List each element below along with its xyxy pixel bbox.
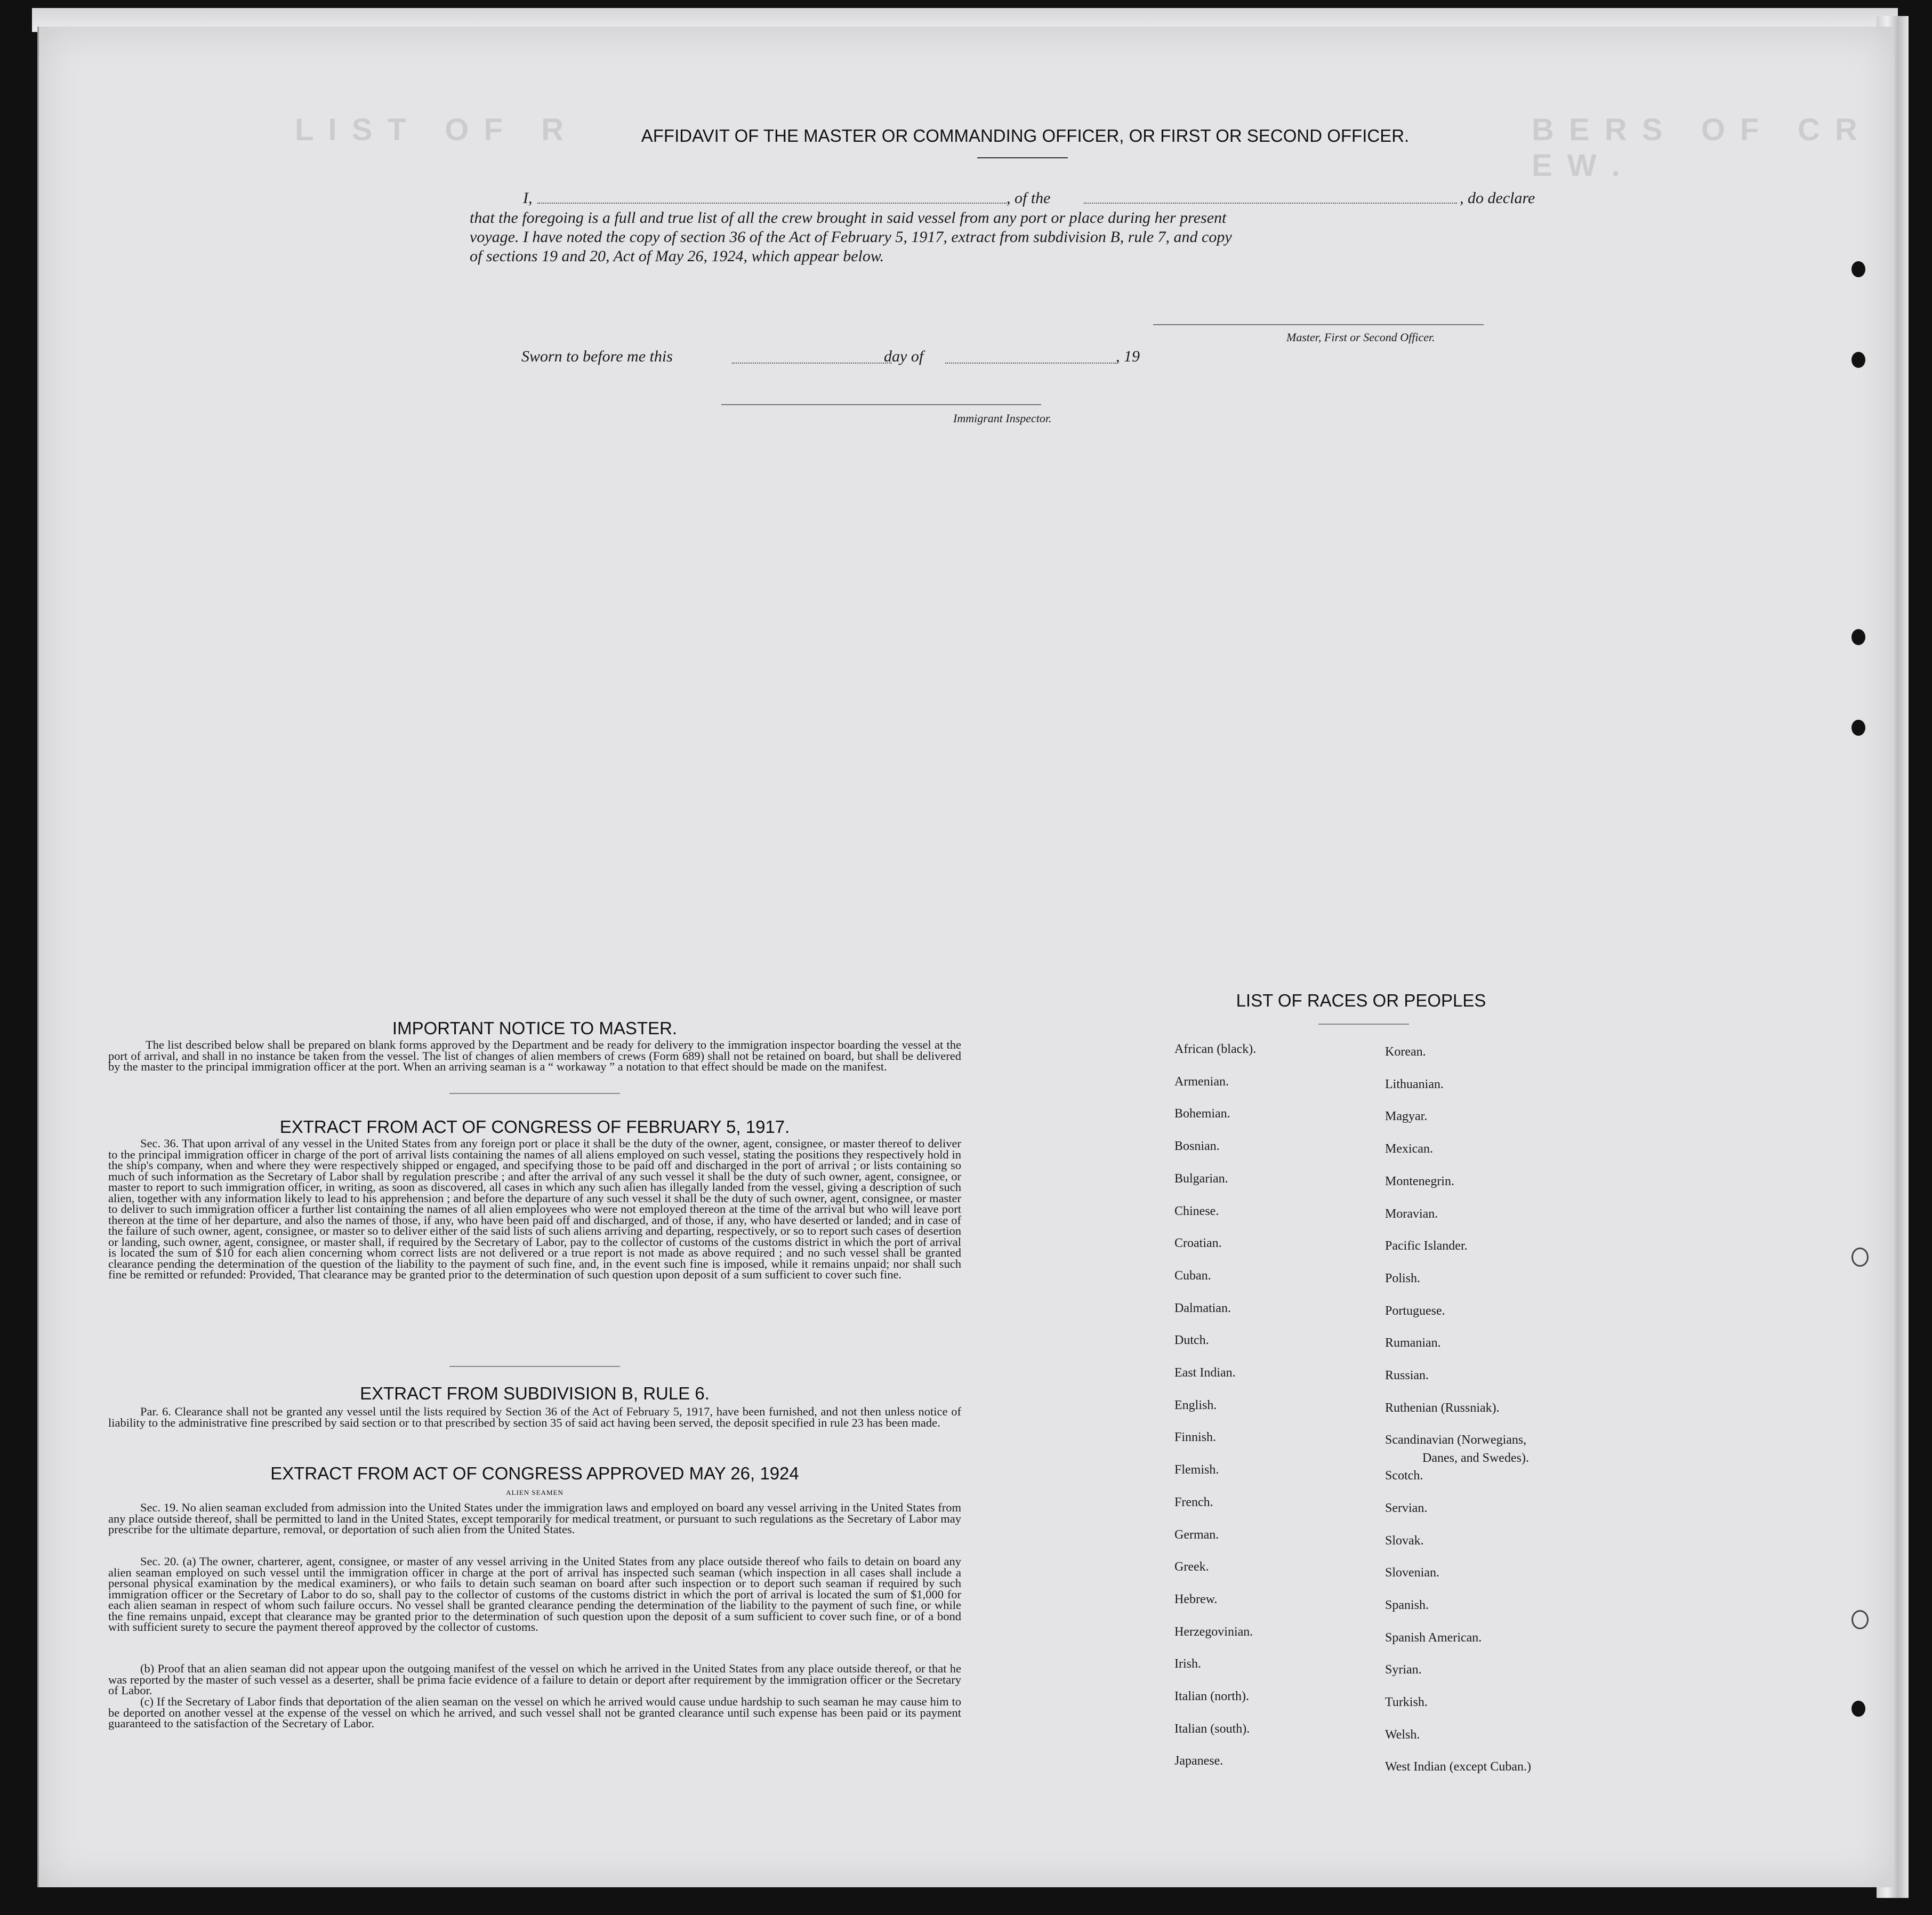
race-item: Herzegovinian. bbox=[1174, 1624, 1253, 1639]
race-item: Irish. bbox=[1174, 1657, 1201, 1671]
punch-hole bbox=[1851, 720, 1865, 736]
notice-body: The list described below shall be prepared on blank forms approved by the Department and be ready for delivery to the immigration inspector boarding the vessel at the port of arrival, and shall in no instance be taken from the vessel. The list of changes of alien members of crews (Form 689) shall not be retained on board, but shall be delivered by the master to the principal immigration officer at the port. When an arriving seaman is a “ workaway ” a notation to that effect should be made on the manifest. bbox=[108, 1038, 961, 1073]
notice-divider bbox=[449, 1093, 620, 1094]
race-item: Mexican. bbox=[1385, 1142, 1433, 1156]
affidavit-of-the-label: , of the bbox=[1007, 189, 1051, 207]
race-item: Magyar. bbox=[1385, 1109, 1428, 1124]
year-label: , 19 bbox=[1116, 348, 1140, 365]
manifest-reverse-page bbox=[37, 27, 1894, 1887]
affidavit-declare-label: , do declare bbox=[1460, 189, 1535, 207]
race-item: Finnish. bbox=[1174, 1430, 1217, 1445]
extract-1917-body: Sec. 36. That upon arrival of any vessel in the United States from any foreign port or place it shall be the duty of the owner, agent, consignee, or master thereof to deliver to the principal immigration officer in charge of the port of arrival lists containing the names of all aliens employed on such vessel, stating the positions they respectively hold in the ship's company, when and where they were respectively shipped or engaged, and specifying those to be paid off and discharged in the port of arrival ; or lists containing so much of such information as the Secretary of Labor shall by regulation prescribe ; and after the arrival of any such vessel it shall be the duty of such owner, agent, consignee, or master to report to such immigration officer, in writing, as soon as discovered, all cases in which any such alien has illegally landed from the vessel, giving a description of such alien, together with any information likely to lead to his apprehension ; and before the departure of any such vessel it shall be the duty of such owner, agent, consignee, or master to deliver to such immigration officer a further list containing the names of all alien employees who were not employed thereon at the time of the arrival but who will leave port thereon at the time of her departure, and also the names of those, if any, who have been paid off and discharged, and of those, if any, who have deserted or landed; and in case of the failure of such owner, agent, consignee, or master so to deliver either of the said lists of such aliens arriving and departing, respectively, or so to report such cases of desertion or landing, such owner, agent, consignee, or master shall, if required by the Secretary of Labor, pay to the collector of customs of the customs district in which the port of arrival is located the sum of $10 for each alien concerning whom correct lists are not delivered or a true report is not made as above required ; and no such vessel shall be granted clearance pending the determination of the question of the liability to the payment of such fine, and, in the event such fine is imposed, while it remains unpaid; nor shall such fine be remitted or refunded: Provided, That clearance may be granted prior to the determination of such question upon deposit of a sum sufficient to cover such fine. bbox=[108, 1137, 961, 1281]
race-item: Ruthenian (Russniak). bbox=[1385, 1401, 1500, 1415]
race-item: Italian (south). bbox=[1174, 1721, 1250, 1736]
extract-1924-sec19: Sec. 19. No alien seaman excluded from admission into the United States under the immigration laws and employed on board any vessel arriving in the United States from any place outside thereof, shall be permitted to land in the United States, except temporarily for medical treatment, or pursuant to such regulations as the Secretary of Labor may prescribe for the ultimate departure, removal, or deportation of such alien from the United States. bbox=[108, 1501, 961, 1536]
sworn-month-blank[interactable] bbox=[945, 363, 1116, 364]
race-item: Polish. bbox=[1385, 1271, 1421, 1285]
title-divider bbox=[977, 157, 1068, 158]
race-item: Servian. bbox=[1385, 1501, 1428, 1515]
affidavit-text-line-2: voyage. I have noted the copy of section 36 of the Act of February 5, 1917, extract from subdivision B, rule 7, and copy bbox=[470, 228, 1232, 246]
bleed-through-text: B E R S O F C R E W . bbox=[1532, 112, 1861, 183]
race-item: Scotch. bbox=[1385, 1469, 1423, 1483]
race-item: Russian. bbox=[1385, 1369, 1429, 1382]
race-item: Greek. bbox=[1174, 1560, 1209, 1574]
race-item: Bohemian. bbox=[1174, 1107, 1230, 1121]
race-item: Montenegrin. bbox=[1385, 1174, 1454, 1188]
master-signature-line[interactable] bbox=[1153, 324, 1484, 325]
notice-title: IMPORTANT NOTICE TO MASTER. bbox=[392, 1018, 678, 1038]
race-item: Rumanian. bbox=[1385, 1336, 1441, 1350]
extract-1924-sec20a: Sec. 20. (a) The owner, charterer, agent, consignee, or master of any vessel arriving in the United States from any place outside thereof who fails to detain on board any alien seaman employed on such vessel until the immigration officer in charge at the port of arrival has inspected such seaman (which inspection in all cases shall include a personal physical examination by the medical examiners), or who fails to detain such seaman on board after such inspection or to deport such seaman if required by such immigration officer or the Secretary of Labor to do so, shall pay to the collector of customs of the customs district in which the port of arrival is located the sum of $1,000 for each alien seaman in respect of whom such failure occurs. No vessel shall be granted clearance pending the determination of the liability to the payment of such fine, or while the fine remains unpaid, except that clearance may be granted prior to the determination of such question upon the deposit of a sum sufficient to cover such fine, or of a bond with sufficient surety to secure the payment thereof approved by the collector of customs. bbox=[108, 1555, 961, 1634]
affidavit-text-line-1: that the foregoing is a full and true list of all the crew brought in said vessel from any port or place during her present bbox=[470, 209, 1227, 227]
races-divider bbox=[1318, 1024, 1409, 1025]
race-item: Moravian. bbox=[1385, 1206, 1438, 1221]
race-item: Pacific Islander. bbox=[1385, 1239, 1468, 1253]
extract-1917-divider bbox=[449, 1366, 620, 1367]
master-signature-label: Master, First or Second Officer. bbox=[1286, 331, 1435, 344]
extract-rule6-title: EXTRACT FROM SUBDIVISION B, RULE 6. bbox=[360, 1383, 710, 1403]
race-item: Croatian. bbox=[1174, 1236, 1222, 1251]
race-item: Japanese. bbox=[1174, 1754, 1223, 1768]
sworn-day-blank[interactable] bbox=[732, 363, 892, 364]
races-title: LIST OF RACES OR PEOPLES bbox=[1236, 991, 1486, 1010]
race-item: Bulgarian. bbox=[1174, 1171, 1228, 1186]
race-item: East Indian. bbox=[1174, 1366, 1236, 1380]
affidavit-text-line-3: of sections 19 and 20, Act of May 26, 1924, which appear below. bbox=[470, 247, 884, 265]
race-item: Armenian. bbox=[1174, 1074, 1229, 1089]
race-item: English. bbox=[1174, 1398, 1217, 1412]
race-item: African (black). bbox=[1174, 1042, 1257, 1056]
extract-1924-subtitle: ALIEN SEAMEN bbox=[506, 1488, 564, 1496]
race-item: French. bbox=[1174, 1495, 1213, 1509]
extract-1924-title: EXTRACT FROM ACT OF CONGRESS APPROVED MAY 26, 1924 bbox=[270, 1463, 799, 1483]
race-item: Spanish American. bbox=[1385, 1630, 1482, 1645]
affidavit-i-label: I, bbox=[523, 189, 533, 207]
sworn-label: Sworn to before me this bbox=[521, 348, 673, 365]
race-item: Cuban. bbox=[1174, 1268, 1211, 1283]
extract-1917-title: EXTRACT FROM ACT OF CONGRESS OF FEBRUARY 5, 1917. bbox=[279, 1117, 790, 1137]
vessel-blank[interactable] bbox=[1084, 203, 1457, 204]
extract-rule6-body: Par. 6. Clearance shall not be granted any vessel until the lists required by Section 36 of the Act of February 5, 1917, have been furnished, and not then unless notice of liability to the administrative fine prescribed by said section or to that prescribed by section 35 of said act having been served, the deposit specified in rule 23 has been made. bbox=[108, 1405, 961, 1429]
race-item: Slovenian. bbox=[1385, 1566, 1439, 1580]
race-item: Chinese. bbox=[1174, 1204, 1219, 1218]
race-item: Dalmatian. bbox=[1174, 1301, 1231, 1315]
race-item: Italian (north). bbox=[1174, 1689, 1249, 1703]
race-item: Welsh. bbox=[1385, 1727, 1420, 1742]
race-item: Lithuanian. bbox=[1385, 1077, 1444, 1091]
day-of-label: day of bbox=[884, 348, 924, 365]
race-scandinavian-continued: Danes, and Swedes). bbox=[1422, 1451, 1529, 1465]
race-item: Bosnian. bbox=[1174, 1139, 1220, 1154]
inspector-label: Immigrant Inspector. bbox=[953, 412, 1052, 425]
race-item: Scandinavian (Norwegians, bbox=[1385, 1433, 1527, 1447]
punch-hole bbox=[1851, 1248, 1869, 1267]
extract-1924-sec20c: (c) If the Secretary of Labor finds that deportation of the alien seaman on the vessel on which he arrived would cause undue hardship to such seaman he may cause him to be deported on another vessel at the expense of the vessel on which he arrived, and such vessel shall not be granted clearance until such expense has been paid or its payment guaranteed to the satisfaction of the Secretary of Labor. bbox=[108, 1695, 961, 1730]
extract-1924-sec20b: (b) Proof that an alien seaman did not appear upon the outgoing manifest of the vessel on which he arrived in the United States from any place outside thereof, or that he was reported by the master of such vessel as a deserter, shall be prima facie evidence of a failure to detain or deport after requirement by the immigration officer or the Secretary of Labor. bbox=[108, 1662, 961, 1697]
race-item: Korean. bbox=[1385, 1045, 1426, 1059]
affidavit-title: AFFIDAVIT OF THE MASTER OR COMMANDING OFFICER, OR FIRST OR SECOND OFFICER. bbox=[641, 126, 1410, 146]
inspector-signature-line[interactable] bbox=[721, 404, 1041, 405]
punch-hole bbox=[1851, 352, 1865, 368]
punch-hole bbox=[1851, 1701, 1865, 1717]
race-item: German. bbox=[1174, 1527, 1219, 1542]
punch-hole bbox=[1851, 629, 1865, 645]
race-item: Spanish. bbox=[1385, 1598, 1429, 1612]
race-item: Hebrew. bbox=[1174, 1592, 1218, 1606]
race-item: Flemish. bbox=[1174, 1463, 1219, 1477]
race-item: West Indian (except Cuban.) bbox=[1385, 1760, 1531, 1774]
name-blank[interactable] bbox=[537, 203, 1007, 204]
punch-hole bbox=[1851, 1610, 1869, 1629]
race-item: Turkish. bbox=[1385, 1695, 1428, 1709]
race-item: Slovak. bbox=[1385, 1533, 1424, 1548]
race-item: Dutch. bbox=[1174, 1333, 1209, 1348]
bleed-through-text: L I S T O F R bbox=[295, 112, 567, 147]
race-item: Syrian. bbox=[1385, 1663, 1422, 1677]
race-item: Portuguese. bbox=[1385, 1304, 1445, 1318]
punch-hole bbox=[1851, 261, 1865, 277]
